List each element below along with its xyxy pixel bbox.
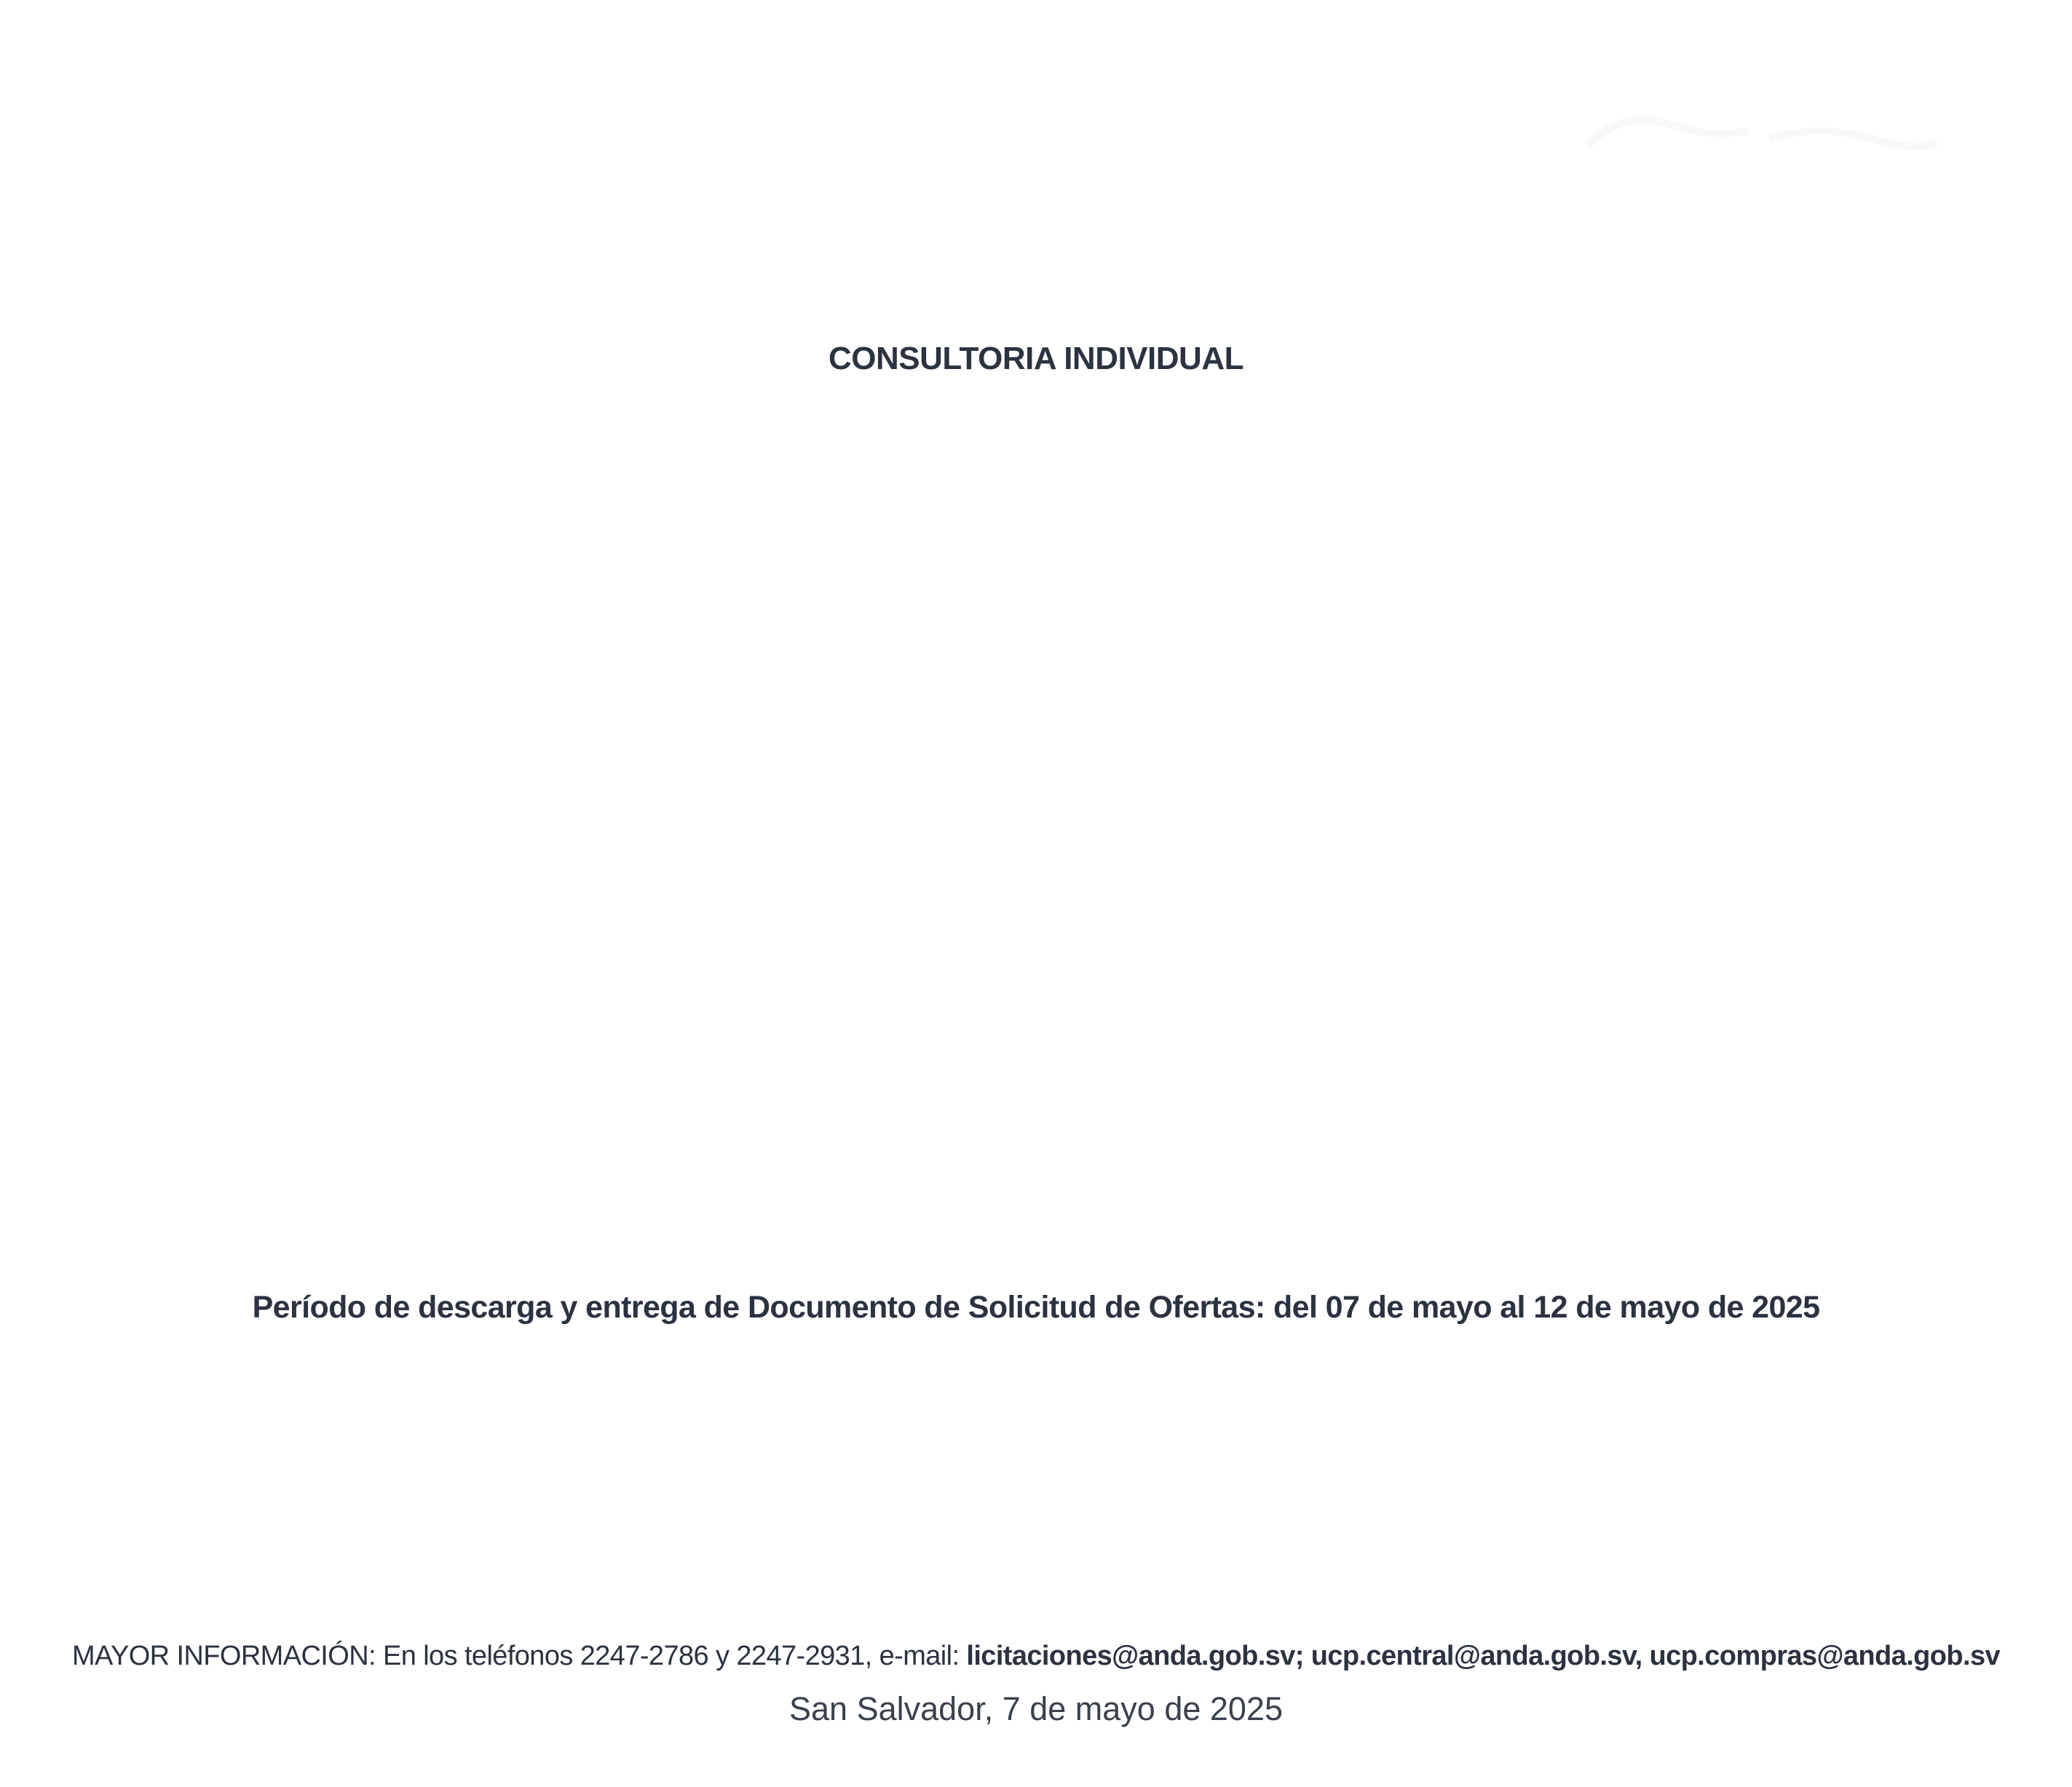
contact-emails: licitaciones@anda.gob.sv; ucp.central@anda.gob.sv, ucp.compras@anda.gob.sv	[966, 1641, 2001, 1671]
contact-info	[0, 1641, 2072, 1672]
contact-info-prefix: MAYOR INFORMACIÓN: En los teléfonos 2247-2786 y 2247-2931, e-mail:	[71, 1641, 967, 1671]
document-heading: CONSULTORIA INDIVIDUAL	[829, 341, 1243, 376]
dateline: San Salvador, 7 de mayo de 2025	[789, 1690, 1283, 1727]
faint-logo-watermark	[1580, 102, 1944, 160]
offer-period-text: Período de descarga y entrega de Documento de Solicitud de Ofertas: del 07 de mayo al 12 de mayo de 2025	[252, 1290, 1820, 1325]
